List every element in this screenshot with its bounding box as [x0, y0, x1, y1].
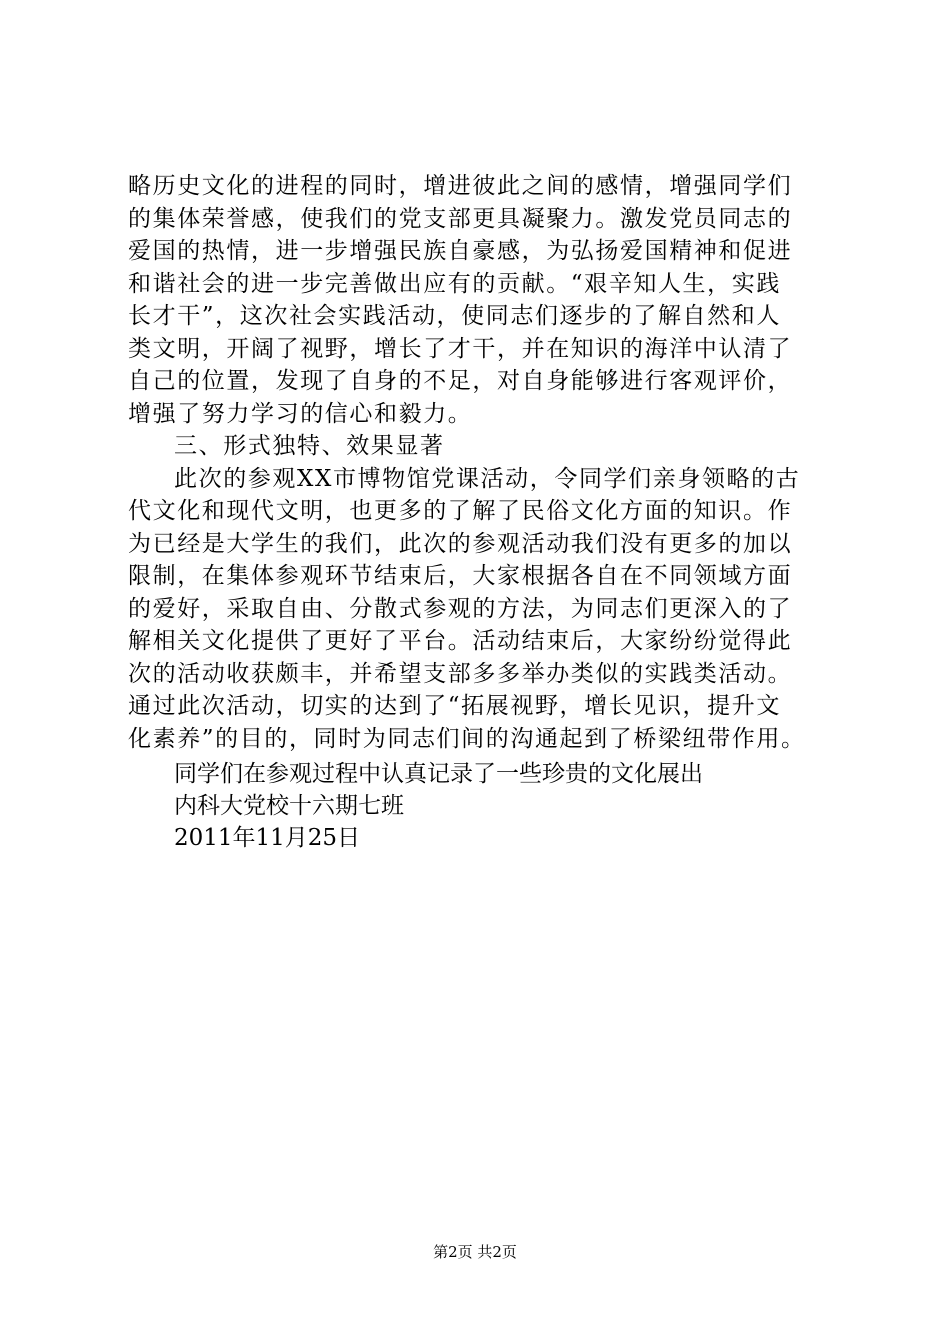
body-line: 略历史文化的进程的同时，增进彼此之间的感情，增强同学们: [128, 173, 793, 199]
section-heading: 三、形式独特、效果显著: [174, 433, 445, 459]
section-line: 此次的参观XX市博物馆党课活动，令同学们亲身领略的古: [174, 465, 801, 492]
section-line: 解相关文化提供了更好了平台。活动结束后，大家纷纷觉得此: [128, 628, 793, 654]
body-line: 的集体荣誉感，使我们的党支部更具凝聚力。激发党员同志的: [128, 205, 793, 232]
photo-caption: 同学们在参观过程中认真记录了一些珍贵的文化展出: [174, 761, 703, 787]
signature-block: [174, 758, 703, 854]
body-line: 增强了努力学习的信心和毅力。: [128, 400, 473, 427]
page-number: 第2页 共2页: [433, 1243, 517, 1261]
organization-name: 内科大党校十六期七班: [174, 793, 404, 819]
section-line: 化素养”的目的，同时为同志们间的沟通起到了桥梁纽带作用。: [128, 725, 806, 752]
section-line: 代文化和现代文明，也更多的了解了民俗文化方面的知识。作: [128, 498, 793, 524]
body-line: 爱国的热情，进一步增强民族自豪感，为弘扬爱国精神和促进: [128, 238, 793, 264]
body-line: 和谐社会的进一步完善做出应有的贡献。“艰辛知人生，实践: [128, 270, 781, 297]
page-footer: [0, 1242, 950, 1262]
document-body: [128, 170, 834, 755]
document-date: 2011年11月25日: [174, 825, 361, 851]
body-line: 长才干”，这次社会实践活动，使同志们逐步的了解自然和人: [128, 303, 781, 329]
section-line: 通过此次活动，切实的达到了“拓展视野，增长见识，提升文: [128, 693, 781, 719]
body-line: 类文明，开阔了视野，增长了才干，并在知识的海洋中认清了: [128, 335, 793, 362]
section-line: 限制，在集体参观环节结束后，大家根据各自在不同领域方面: [128, 563, 793, 589]
section-line: 为已经是大学生的我们，此次的参观活动我们没有更多的加以: [128, 530, 793, 557]
section-line: 次的活动收获颇丰，并希望支部多多举办类似的实践类活动。: [128, 660, 793, 687]
body-line: 自己的位置，发现了自身的不足，对自身能够进行客观评价，: [128, 368, 793, 394]
section-line: 的爱好，采取自由、分散式参观的方法，为同志们更深入的了: [128, 595, 793, 622]
